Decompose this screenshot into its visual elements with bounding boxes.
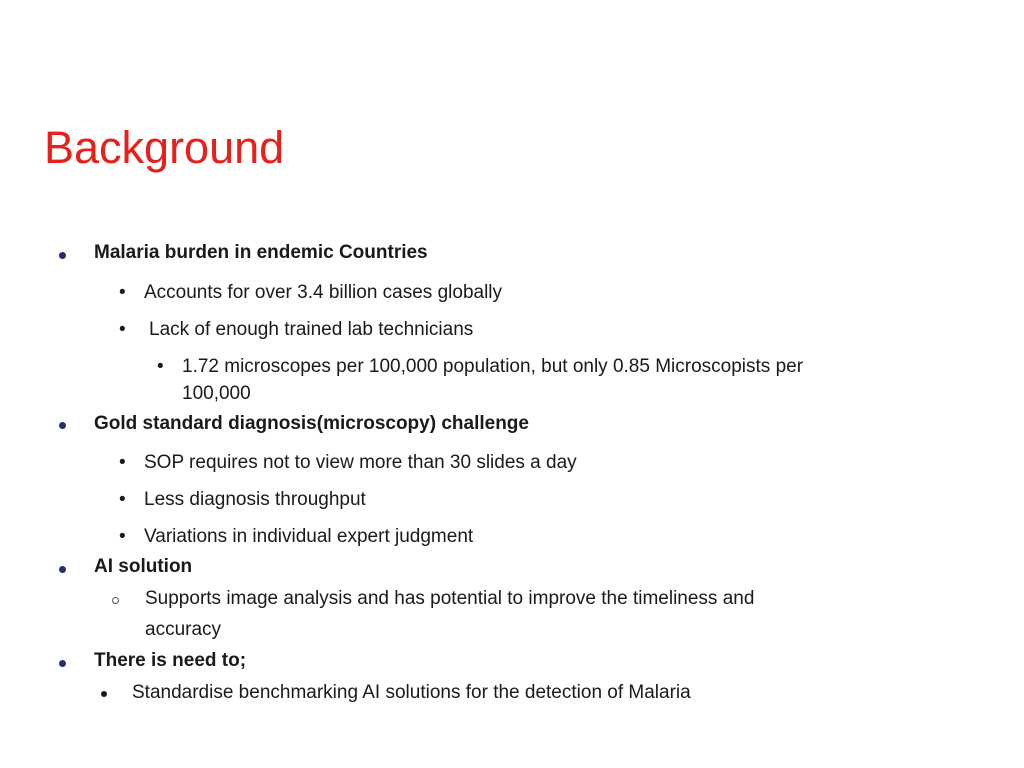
list-item: Variations in individual expert judgment <box>144 526 474 547</box>
list-item: 1.72 microscopes per 100,000 population, but only 0.85 Microscopists per <box>182 356 804 377</box>
bullet-icon: • <box>119 319 126 340</box>
page-title: Background <box>44 122 285 173</box>
bullet-dot-icon <box>101 691 107 697</box>
bullet-icon: • <box>119 489 126 510</box>
bullet-dot-icon <box>59 252 66 259</box>
section-heading-need: There is need to; <box>94 650 247 671</box>
list-item-continuation: accuracy <box>145 619 222 640</box>
bullet-dot-icon <box>59 660 66 667</box>
bullet-icon: • <box>119 282 126 303</box>
list-item: Less diagnosis throughput <box>144 489 366 510</box>
section-heading-malaria-burden: Malaria burden in endemic Countries <box>94 242 428 263</box>
bullet-dot-icon <box>59 566 66 573</box>
list-item: SOP requires not to view more than 30 slides a day <box>144 452 577 473</box>
bullet-icon: • <box>157 356 164 377</box>
bullet-icon: • <box>119 526 126 547</box>
list-item: Accounts for over 3.4 billion cases globally <box>144 282 503 303</box>
list-item: Standardise benchmarking AI solutions for the detection of Malaria <box>132 682 691 703</box>
list-item-continuation: 100,000 <box>182 383 251 404</box>
list-item: Supports image analysis and has potential to improve the timeliness and <box>145 588 755 609</box>
section-heading-gold-standard: Gold standard diagnosis(microscopy) challenge <box>94 413 529 434</box>
list-item: Lack of enough trained lab technicians <box>149 319 474 340</box>
bullet-circle-icon <box>112 597 119 604</box>
section-heading-ai-solution: AI solution <box>94 556 193 577</box>
bullet-dot-icon <box>59 422 66 429</box>
bullet-icon: • <box>119 452 126 473</box>
